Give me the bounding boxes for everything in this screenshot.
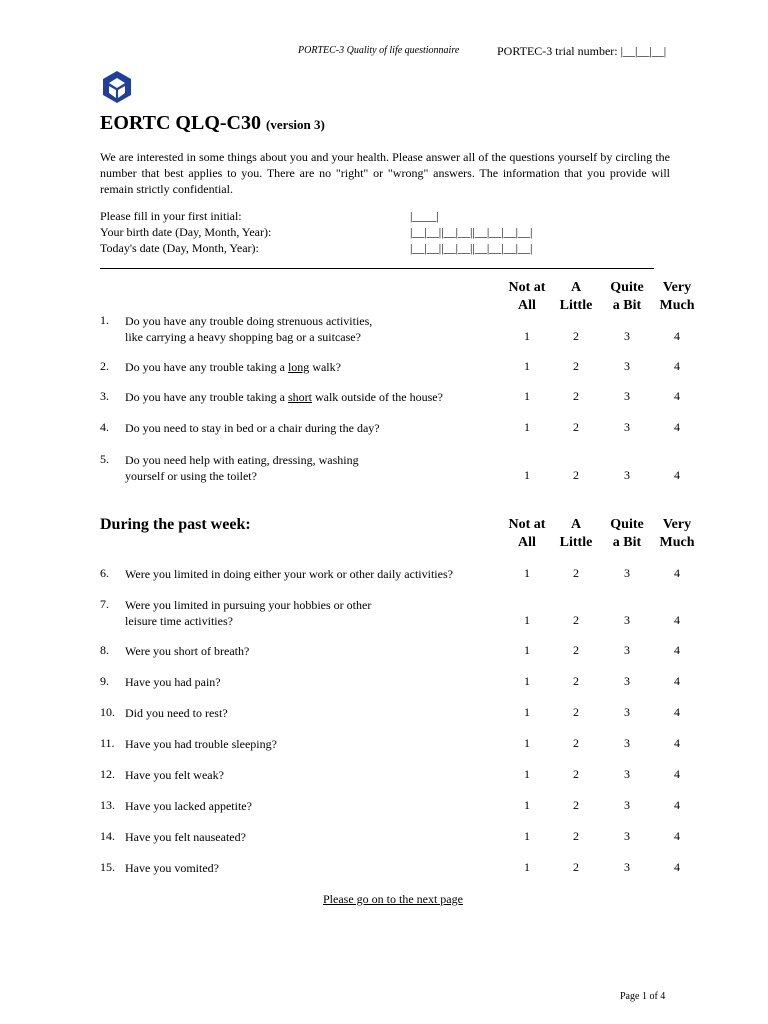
question-number: 1. [100,313,109,327]
response-option[interactable]: 3 [624,468,630,482]
response-option[interactable]: 2 [573,566,579,580]
response-option[interactable]: 1 [524,643,530,657]
response-option[interactable]: 3 [624,736,630,750]
response-option[interactable]: 3 [624,389,630,403]
question-number: 13. [100,798,115,812]
column-header [647,516,707,552]
column-header-line: a Bit [612,298,642,313]
divider [100,268,654,269]
intro-paragraph: We are interested in some things about you and your health. Please answer all of the questions yourself by circling the number that best applies to you. There are no "right" or "wrong" answers. The information that you provide will remain strictly confidential. [100,150,670,196]
question-number: 9. [100,674,109,688]
response-option[interactable]: 1 [524,829,530,843]
response-option[interactable]: 3 [624,613,630,627]
page-title [100,112,325,135]
trial-number-field[interactable]: PORTEC-3 trial number: |__|__|__| [497,44,667,58]
question-text [125,389,443,405]
response-option[interactable]: 1 [524,798,530,812]
response-option[interactable]: 3 [624,674,630,688]
question-text-line: Have you felt weak? [125,768,224,782]
response-option[interactable]: 1 [524,566,530,580]
column-header-line: Quite [610,517,644,532]
question-text-line: Have you had pain? [125,675,221,689]
response-option[interactable]: 3 [624,359,630,373]
response-option[interactable]: 2 [573,767,579,781]
today-date-label: Today's date (Day, Month, Year): [100,241,259,255]
response-option[interactable]: 3 [624,566,630,580]
response-option[interactable]: 4 [674,420,680,434]
question-text-line: Have you felt nauseated? [125,830,246,844]
question-text [125,767,224,783]
question-number: 2. [100,359,109,373]
today-date-field[interactable]: |__|__||__|__||__|__|__|__| [410,241,533,255]
question-text-line: Have you lacked appetite? [125,799,252,813]
response-option[interactable]: 1 [524,674,530,688]
question-text-line: Were you limited in pursuing your hobbies or other [125,598,372,612]
response-option[interactable]: 4 [674,767,680,781]
response-option[interactable]: 4 [674,613,680,627]
response-option[interactable]: 4 [674,674,680,688]
question-number: 15. [100,860,115,874]
response-option[interactable]: 4 [674,736,680,750]
response-option[interactable]: 4 [674,798,680,812]
question-text [125,313,372,345]
response-option[interactable]: 4 [674,829,680,843]
question-text [125,860,219,876]
response-option[interactable]: 2 [573,359,579,373]
column-header-line: Not at [508,517,546,532]
column-header-line: Quite [610,280,644,295]
response-option[interactable]: 1 [524,736,530,750]
response-option[interactable]: 1 [524,420,530,434]
question-text [125,643,249,659]
column-header-line: All [518,298,536,313]
section-title: During the past week: [100,516,251,533]
question-text-line: Have you vomited? [125,861,219,875]
column-header-line: A [570,280,582,295]
column-header-line: All [518,535,536,550]
question-text-line: leisure time activities? [125,614,233,628]
column-header-line: A [570,517,582,532]
question-text-line: Were you short of breath? [125,644,250,658]
response-option[interactable]: 4 [674,359,680,373]
response-option[interactable]: 1 [524,860,530,874]
page-number: Page 1 of 4 [620,991,666,1002]
question-text [125,359,341,375]
response-option[interactable]: 3 [624,767,630,781]
response-option[interactable]: 2 [573,798,579,812]
response-option[interactable]: 1 [524,468,530,482]
column-header-line: Very [662,517,692,532]
response-option[interactable]: 2 [573,329,579,343]
question-text-line: Do you need to stay in bed or a chair during the day? [125,421,380,435]
question-text-line: Have you had trouble sleeping? [125,737,277,751]
column-header-line: a Bit [612,535,642,550]
title-main: EORTC QLQ-C30 [100,112,261,134]
response-option[interactable]: 1 [524,389,530,403]
response-option[interactable]: 4 [674,860,680,874]
question-text-line: Were you limited in doing either your work or other daily activities? [125,567,453,581]
question-number: 12. [100,767,115,781]
initial-field[interactable]: |____| [410,209,439,223]
question-number: 10. [100,705,115,719]
question-text [125,736,277,752]
response-option[interactable]: 3 [624,705,630,719]
question-text [125,597,371,629]
response-option[interactable]: 2 [573,613,579,627]
response-option[interactable]: 4 [674,566,680,580]
column-header-line: Very [662,280,692,295]
question-text-part: walk outside of the house? [311,390,443,404]
question-number: 6. [100,566,109,580]
response-option[interactable]: 3 [624,860,630,874]
question-text-emphasis: long [287,360,310,374]
response-option[interactable]: 3 [624,798,630,812]
response-option[interactable]: 1 [524,613,530,627]
response-option[interactable]: 2 [573,705,579,719]
column-header [647,279,707,315]
column-header-line: Much [659,535,695,550]
response-option[interactable]: 1 [524,329,530,343]
next-page-link[interactable]: Please go on to the next page [323,892,463,906]
initial-label: Please fill in your first initial: [100,209,242,223]
response-option[interactable]: 4 [674,329,680,343]
question-text-part: Do you have any trouble taking a [125,360,288,374]
birth-date-label: Your birth date (Day, Month, Year): [100,225,272,239]
question-text [125,420,380,436]
question-text-part: Do you have any trouble taking a [125,390,288,404]
response-option[interactable]: 4 [674,705,680,719]
response-option[interactable]: 1 [524,767,530,781]
response-option[interactable]: 1 [524,705,530,719]
form-name: PORTEC-3 Quality of life questionnaire [298,45,460,56]
column-header-line: Little [559,298,593,313]
question-text [125,452,359,484]
birth-date-field[interactable]: |__|__||__|__||__|__|__|__| [410,225,533,239]
title-version: (version 3) [265,117,325,132]
eortc-logo-icon [100,70,134,104]
question-number: 4. [100,420,109,434]
question-text-line: yourself or using the toilet? [125,469,257,483]
question-text [125,829,246,845]
question-text-part: walk? [309,360,341,374]
response-option[interactable]: 2 [573,420,579,434]
column-header-line: Much [659,298,695,313]
response-option[interactable]: 2 [573,389,579,403]
column-header-line: Not at [508,280,546,295]
response-option[interactable]: 3 [624,643,630,657]
response-option[interactable]: 4 [674,389,680,403]
response-option[interactable]: 4 [674,468,680,482]
response-option[interactable]: 2 [573,674,579,688]
question-text [125,566,453,582]
question-number: 11. [100,736,115,750]
question-text-line: Do you need help with eating, dressing, washing [125,453,359,467]
question-number: 3. [100,389,109,403]
response-option[interactable]: 2 [573,829,579,843]
question-number: 14. [100,829,115,843]
question-number: 7. [100,597,109,611]
response-option[interactable]: 2 [573,736,579,750]
response-option[interactable]: 2 [573,643,579,657]
response-option[interactable]: 3 [624,329,630,343]
response-option[interactable]: 4 [674,643,680,657]
response-option[interactable]: 2 [573,860,579,874]
question-number: 5. [100,452,109,466]
response-option[interactable]: 3 [624,420,630,434]
question-text-line: like carrying a heavy shopping bag or a suitcase? [125,330,361,344]
response-option[interactable]: 1 [524,359,530,373]
question-text [125,674,221,690]
question-text-line: Do you have any trouble doing strenuous activities, [125,314,373,328]
response-option[interactable]: 2 [573,468,579,482]
question-text-emphasis: short [287,390,312,404]
column-header-line: Little [559,535,593,550]
question-text [125,798,252,814]
question-number: 8. [100,643,109,657]
question-text [125,705,228,721]
response-option[interactable]: 3 [624,829,630,843]
question-text-line: Did you need to rest? [125,706,228,720]
